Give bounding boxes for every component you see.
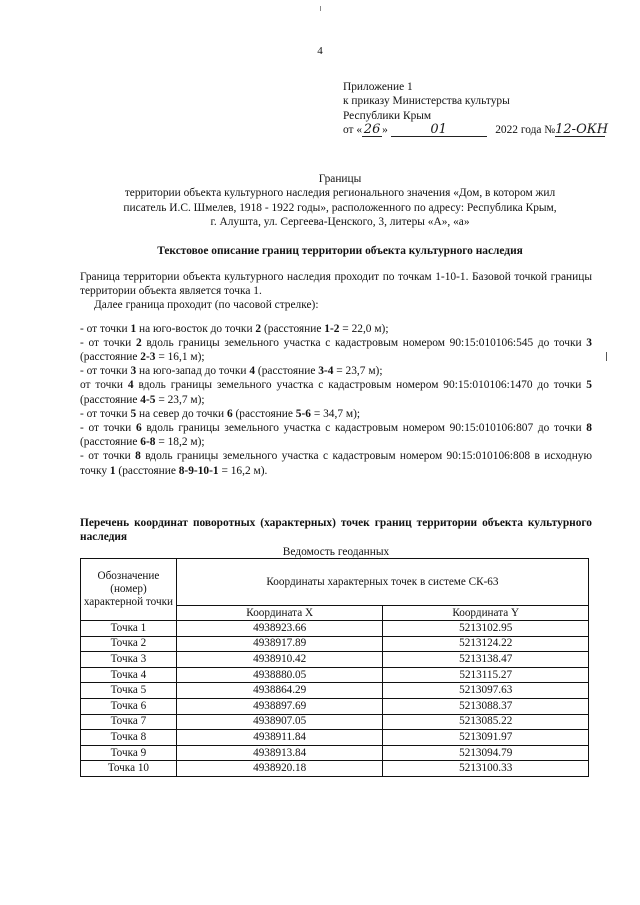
header-y: Координата Y bbox=[383, 606, 589, 621]
annex-date-line bbox=[343, 123, 633, 137]
cell-y: 5213124.22 bbox=[383, 636, 589, 652]
annex-line-1: Приложение 1 bbox=[343, 81, 413, 93]
table-row bbox=[81, 730, 589, 746]
page-number: 4 bbox=[317, 45, 323, 57]
cell-point: Точка 2 bbox=[81, 636, 177, 652]
cell-x: 4938913.84 bbox=[176, 745, 383, 761]
table-row bbox=[81, 698, 589, 714]
cell-point: Точка 5 bbox=[81, 683, 177, 699]
table-row bbox=[81, 761, 589, 777]
cell-y: 5213097.63 bbox=[383, 683, 589, 699]
date-month: 01 bbox=[391, 124, 487, 137]
annex-line-2: к приказу Министерства культуры bbox=[343, 95, 510, 108]
annex-block bbox=[343, 80, 633, 138]
description-intro: Граница территории объекта культурного наследия проходит по точкам 1-10-1. Базовой точкой границы территории объекта является точка 1. bbox=[80, 271, 592, 298]
segment-3: - от точки 3 на юго-запад до точки 4 (расстояние 3-4 = 23,7 м); bbox=[80, 365, 383, 378]
cell-x: 4938910.42 bbox=[176, 652, 383, 668]
table-row bbox=[81, 683, 589, 699]
cell-x: 4938880.05 bbox=[176, 667, 383, 683]
cell-point: Точка 3 bbox=[81, 652, 177, 668]
title-line-2: территории объекта культурного наследия регионального значения «Дом, в котором жил bbox=[124, 187, 556, 200]
title-line-3: писатель И.С. Шмелев, 1918 - 1922 годы», расположенного по адресу: Республика Крым, bbox=[123, 201, 557, 214]
cell-point: Точка 4 bbox=[81, 667, 177, 683]
cell-x: 4938907.05 bbox=[176, 714, 383, 730]
boundary-description bbox=[80, 270, 592, 478]
table-caption: Ведомость геоданных bbox=[282, 546, 390, 558]
segment-7: - от точки 8 вдоль границы земельного участка с кадастровым номером 90:15:010106:808 в исходную точку 1 (расстояние 8-9-10-1 = 16,2 м). bbox=[80, 450, 592, 477]
cell-x: 4938920.18 bbox=[176, 761, 383, 777]
cell-x: 4938897.69 bbox=[176, 698, 383, 714]
date-year: 2022 года № bbox=[495, 124, 556, 137]
segment-2: - от точки 2 вдоль границы земельного участка с кадастровым номером 90:15:010106:545 до точки 3 (расстояние 2-3 = 16,1 м); bbox=[80, 336, 592, 364]
order-number: 12-ОКН bbox=[555, 122, 609, 138]
date-prefix: от « bbox=[343, 124, 363, 137]
table-row bbox=[81, 745, 589, 761]
cell-y: 5213138.47 bbox=[383, 652, 589, 668]
cell-point: Точка 1 bbox=[81, 621, 177, 637]
header-point: Обозначение (номер) характерной точки bbox=[81, 559, 177, 621]
title-line-4: г. Алушта, ул. Сергеева-Ценского, 3, литеры «А», «а» bbox=[210, 216, 470, 229]
table-row bbox=[81, 621, 589, 637]
table-row bbox=[81, 667, 589, 683]
coordinates-heading: Перечень координат поворотных (характерных) точек границ территории объекта культурного наследия bbox=[80, 517, 592, 544]
title-line-1: Границы bbox=[318, 173, 362, 185]
segment-4: от точки 4 вдоль границы земельного участка с кадастровым номером 90:15:010106:1470 до точки 5 (расстояние 4-5 = 23,7 м); bbox=[80, 379, 592, 406]
table-row bbox=[81, 714, 589, 730]
cell-y: 5213091.97 bbox=[383, 730, 589, 746]
scan-mark bbox=[606, 352, 607, 361]
cell-y: 5213102.95 bbox=[383, 621, 589, 637]
date-day: 26 bbox=[363, 122, 381, 138]
cell-x: 4938864.29 bbox=[176, 683, 383, 699]
coordinates-table bbox=[80, 558, 589, 777]
cell-point: Точка 7 bbox=[81, 714, 177, 730]
header-coordinates: Координаты характерных точек в системе СК-63 bbox=[176, 559, 588, 606]
segment-5: - от точки 5 на север до точки 6 (расстояние 5-6 = 34,7 м); bbox=[80, 407, 361, 420]
cell-x: 4938917.89 bbox=[176, 636, 383, 652]
table-row bbox=[81, 652, 589, 668]
segment-1: - от точки 1 на юго-восток до точки 2 (расстояние 1-2 = 22,0 м); bbox=[80, 322, 389, 335]
cell-y: 5213100.33 bbox=[383, 761, 589, 777]
description-direction: Далее граница проходит (по часовой стрелке): bbox=[94, 299, 319, 312]
cell-y: 5213085.22 bbox=[383, 714, 589, 730]
annex-line-3: Республики Крым bbox=[343, 109, 432, 122]
section-heading: Текстовое описание границ территории объекта культурного наследия bbox=[157, 245, 523, 257]
date-mid: » bbox=[382, 124, 388, 137]
cell-x: 4938911.84 bbox=[176, 730, 383, 746]
cell-point: Точка 10 bbox=[81, 761, 177, 777]
header-x: Координата X bbox=[176, 606, 383, 621]
segment-6: - от точки 6 вдоль границы земельного участка с кадастровым номером 90:15:010106:807 до точки 8 (расстояние 6-8 = 18,2 м); bbox=[80, 422, 592, 449]
cell-y: 5213094.79 bbox=[383, 745, 589, 761]
cell-point: Точка 8 bbox=[81, 730, 177, 746]
document-title bbox=[80, 172, 600, 230]
cell-point: Точка 6 bbox=[81, 698, 177, 714]
cell-y: 5213115.27 bbox=[383, 667, 589, 683]
scan-mark bbox=[320, 6, 321, 11]
cell-point: Точка 9 bbox=[81, 745, 177, 761]
table-row bbox=[81, 636, 589, 652]
cell-y: 5213088.37 bbox=[383, 698, 589, 714]
cell-x: 4938923.66 bbox=[176, 621, 383, 637]
